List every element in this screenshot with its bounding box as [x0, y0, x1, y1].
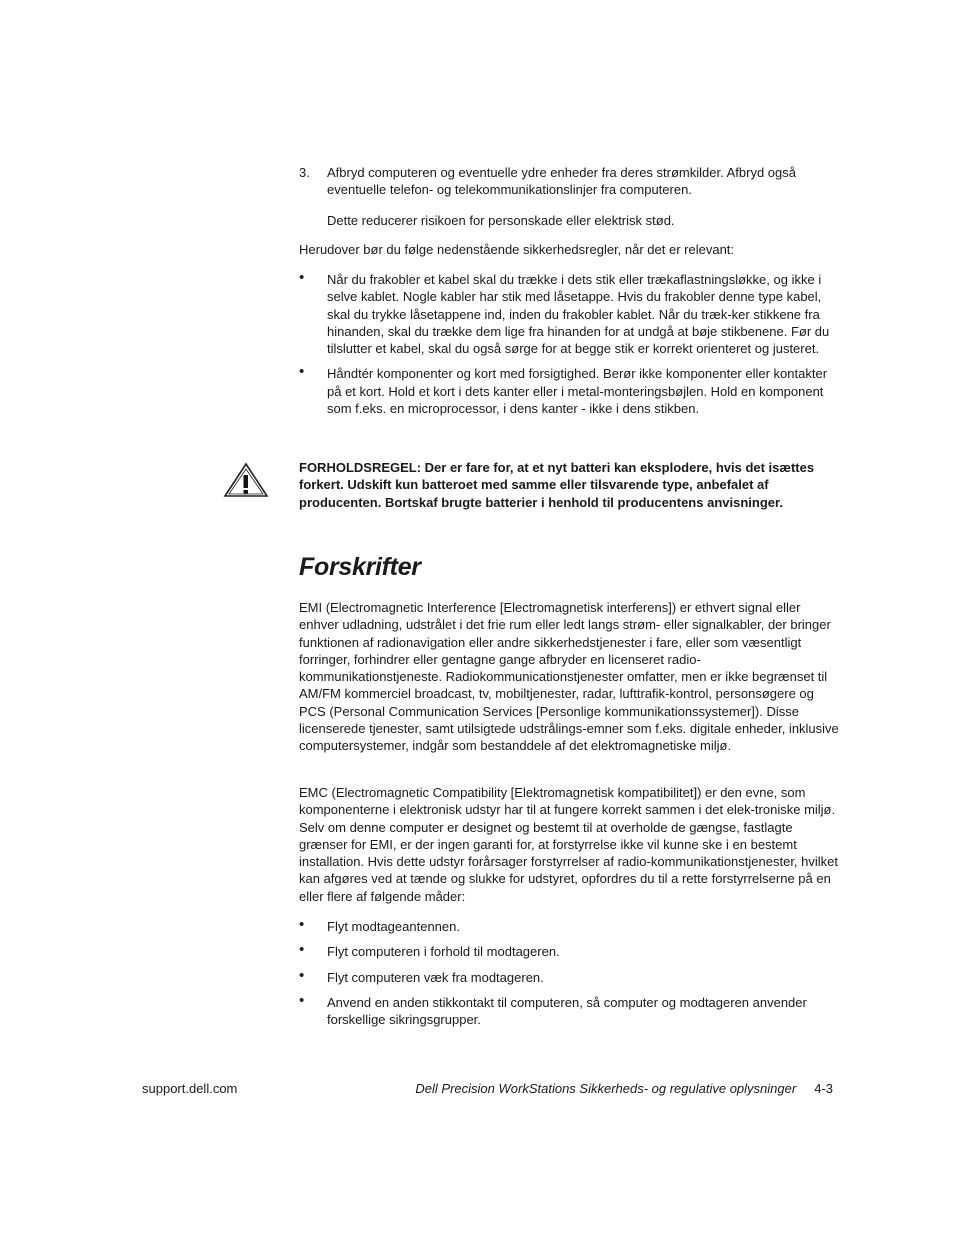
- list-item: • Håndtér komponenter og kort med forsigtighed. Berør ikke komponenter eller kontakter på et kort. Hold et kort i dets kanter eller i metal-monteringsbøjlen. Hold en komponent som f.eks. en microprocessor, i dens kanter - ikke i dens stikben.: [299, 363, 828, 417]
- list-item: • Anvend en anden stikkontakt til computeren, så computer og modtageren anvender forskellige sikringsgrupper.: [299, 991, 807, 1028]
- list-item: • Når du frakobler et kabel skal du trække i dets stik eller trækaflastningsløkke, og ikke i selve kablet. Nogle kabler har stik med låsetappe. Hvis du frakobler denne type kabel, skal du trykke låsetappene ind, inden du frakobler kablet. Når du træk-ker stikkene fra hinanden, skal du trække dem lige fra hinanden for at undgå at bøje stikbenene. Før du tilslutter et kabel, skal du også sørge for at begge stik er korrekt orienteret og justeret.: [299, 269, 830, 357]
- list-item: • Flyt computeren væk fra modtageren.: [299, 966, 544, 985]
- bullet-icon: •: [299, 941, 305, 959]
- intro-text: Herudover bør du følge nedenstående sikkerhedsregler, når det er relevant:: [299, 242, 735, 257]
- emc-paragraph: EMC (Electromagnetic Compatibility [Elektromagnetisk kompatibilitet]) er den evne, som komponenterne i elektronisk udstyr har til at fungere korrekt sammen i det elek-troniske miljø. Selv om denne computer er designet og bestemt til at overholde de gængse, fastlagte grænser for EMI, er der ingen garanti for, at forstyrrelse ikke vil kunne ske i en bestemt installation. Hvis dette udstyr forårsager forstyrrelser af radio-kommunikationstjenester, hvilket kan afgøres ved at tænde og slukke for udstyret, opfordres du til a rette forstyrrelserne på en eller flere af følgende måder:: [299, 785, 838, 904]
- list-item: • Flyt computeren i forhold til modtageren.: [299, 941, 560, 960]
- footer-url: support.dell.com: [142, 1081, 238, 1096]
- bullet-icon: •: [299, 363, 305, 381]
- footer-doc-title: Dell Precision WorkStations Sikkerheds- og regulative oplysninger: [415, 1081, 797, 1096]
- step-number: 3.: [299, 165, 310, 180]
- page-number: 4-3: [814, 1081, 833, 1096]
- caution-text: FORHOLDSREGEL: Der er fare for, at et nyt batteri kan eksplodere, hvis det isættes forkert. Udskift kun batteroet med samme eller tilsvarende type, anbefalet af producenten. Bortskaf brugte batterier i henhold til producentens anvisninger.: [299, 460, 815, 510]
- footer-title: [415, 1080, 833, 1097]
- step-text: Afbryd computeren og eventuelle ydre enheder fra deres strømkilder. Afbryd også eventuelle telefon- og telekommunikationslinjer fra computeren.: [327, 165, 796, 198]
- measures-list: [299, 918, 839, 1036]
- bullet-icon: •: [299, 916, 305, 933]
- bullet-icon: •: [299, 269, 305, 286]
- step-subtext: Dette reducerer risikoen for personskade eller elektrisk stød.: [327, 212, 675, 228]
- bullet-icon: •: [299, 991, 305, 1009]
- step-3: [299, 164, 839, 229]
- safety-bullet-list: [299, 271, 839, 425]
- list-item: • Flyt modtageantennen.: [299, 916, 460, 934]
- caution-icon: [222, 461, 270, 499]
- emi-paragraph: EMI (Electromagnetic Interference [Electromagnetisk interferens]) er ethvert signal eller enhver udladning, udstrålet i det frie rum eller ledt langs strøm- eller signalkabler, der bringer funktionen af radionavigation eller andre sikkerhedstjenester i fare, eller som væsentligt forringer, forhindrer eller gentagne gange afbryder en licenseret radio-kommunikationstjeneste. Radiokommunicationstjenester omfatter, men er ikke begrænset til AM/FM kommerciel broadcast, tv, mobiltjenester, radar, lufttrafik-kontrol, personsøgere og PCS (Personal Communication Services [Personlige kommunikationssystemer]). Disse licenserede tjenester, samt utilsigtede udstrålings-emner som f.eks. digitale enheder, inklusive computersystemer, indgår som bestanddele af det elektromagnetiske miljø.: [299, 600, 839, 754]
- bullet-icon: •: [299, 966, 305, 984]
- section-title: Forskrifter: [299, 553, 421, 581]
